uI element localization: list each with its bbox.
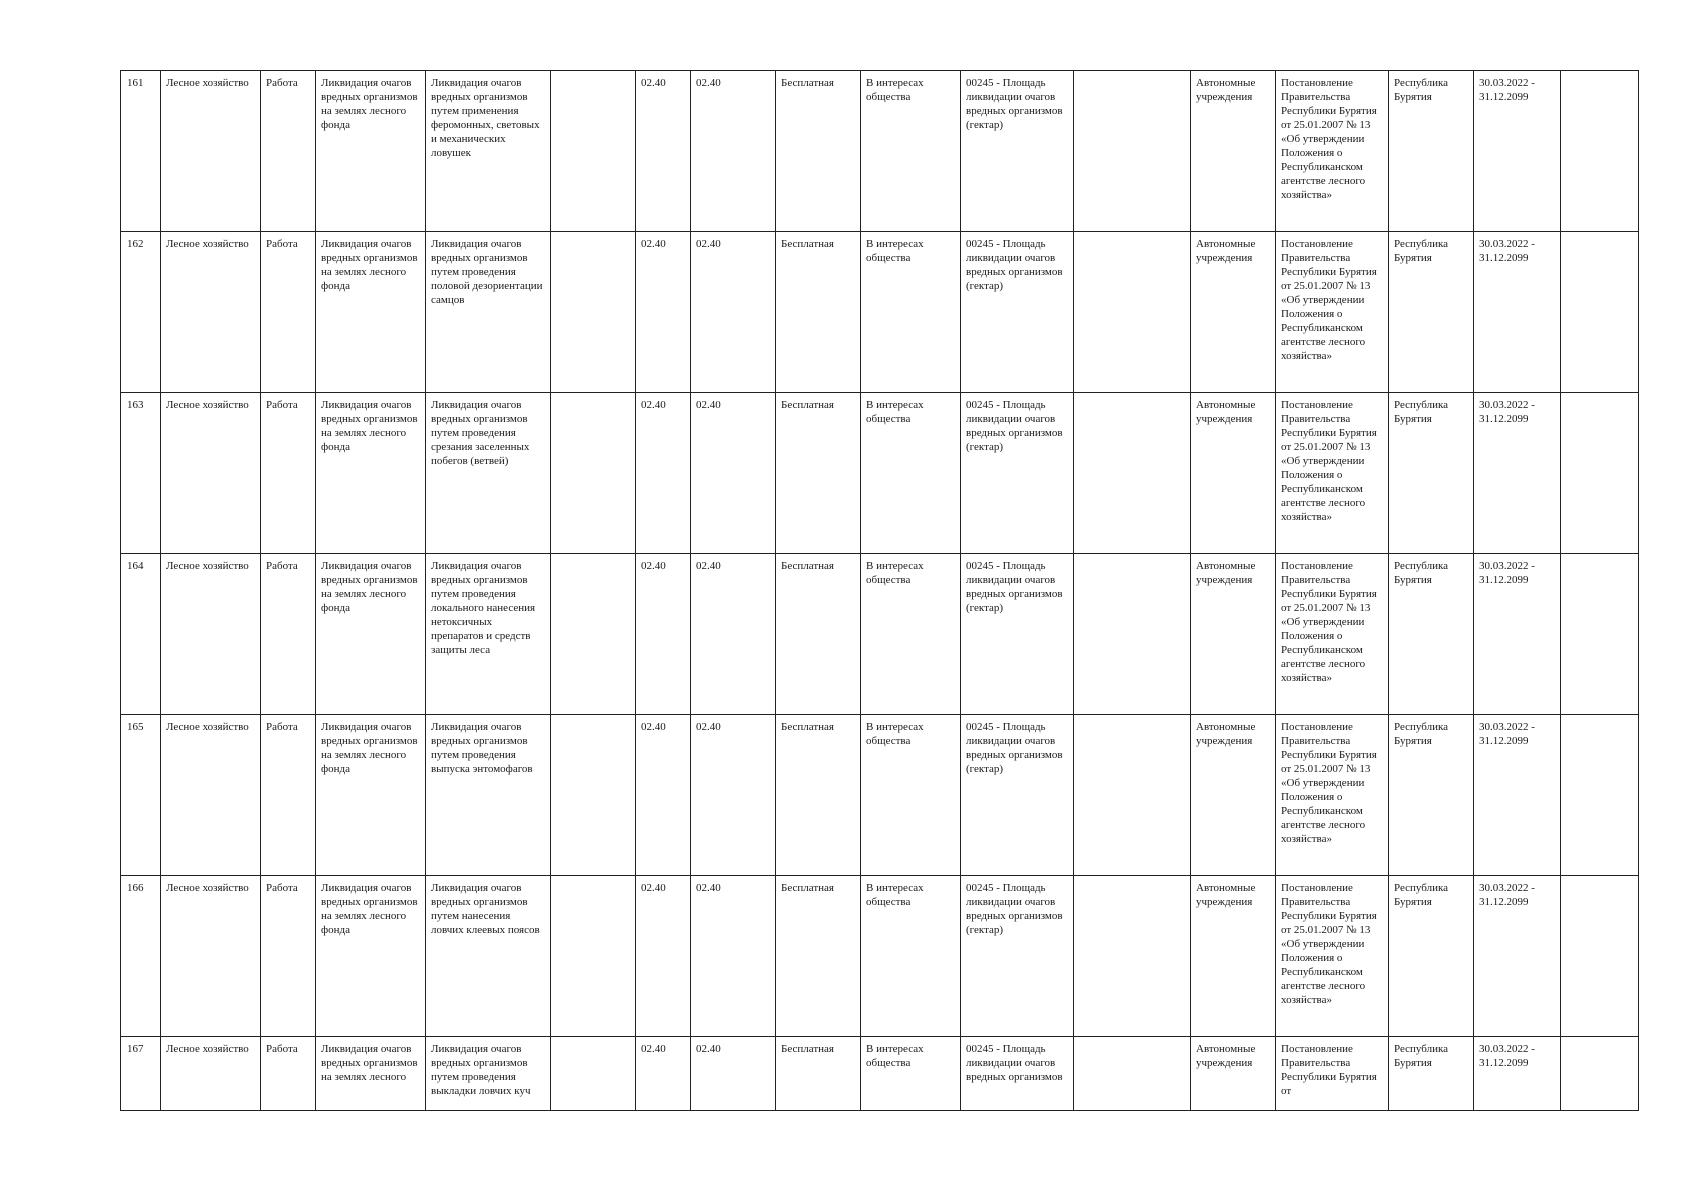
sector-cell: Лесное хозяйство	[161, 393, 261, 554]
empty-cell	[551, 554, 636, 715]
content-cell: Ликвидация очагов вредных организмов путем проведения выкладки ловчих куч	[426, 1037, 551, 1111]
interest-cell: В интересах общества	[861, 876, 961, 1037]
period-cell: 30.03.2022 - 31.12.2099	[1474, 232, 1561, 393]
content-cell: Ликвидация очагов вредных организмов путем проведения половой дезориентации самцов	[426, 232, 551, 393]
table-row	[121, 715, 1639, 876]
payment-cell: Бесплатная	[776, 1037, 861, 1111]
interest-cell: В интересах общества	[861, 393, 961, 554]
name-cell: Ликвидация очагов вредных организмов на землях лесного	[316, 1037, 426, 1111]
table-row	[121, 393, 1639, 554]
sector-cell: Лесное хозяйство	[161, 876, 261, 1037]
content-cell: Ликвидация очагов вредных организмов путем проведения локального нанесения нетоксичных препаратов и средств защиты леса	[426, 554, 551, 715]
content-cell: Ликвидация очагов вредных организмов путем проведения выпуска энтомофагов	[426, 715, 551, 876]
okved-code-cell: 02.40	[691, 232, 776, 393]
okved-code-cell: 02.40	[691, 1037, 776, 1111]
institution-cell: Автономные учреждения	[1191, 1037, 1276, 1111]
legal-basis-cell: Постановление Правительства Республики Бурятия от 25.01.2007 № 13 «Об утверждении Положения о Республиканском агентстве лесного хозяйства»	[1276, 554, 1389, 715]
payment-cell: Бесплатная	[776, 71, 861, 232]
period-cell: 30.03.2022 - 31.12.2099	[1474, 876, 1561, 1037]
row-number-cell: 166	[121, 876, 161, 1037]
payment-cell: Бесплатная	[776, 715, 861, 876]
type-cell: Работа	[261, 393, 316, 554]
okved-code-cell: 02.40	[636, 715, 691, 876]
interest-cell: В интересах общества	[861, 71, 961, 232]
region-cell: Республика Бурятия	[1389, 71, 1474, 232]
table-row	[121, 554, 1639, 715]
institution-cell: Автономные учреждения	[1191, 876, 1276, 1037]
payment-cell: Бесплатная	[776, 232, 861, 393]
region-cell: Республика Бурятия	[1389, 554, 1474, 715]
content-cell: Ликвидация очагов вредных организмов путем проведения срезания заселенных побегов (ветвей)	[426, 393, 551, 554]
region-cell: Республика Бурятия	[1389, 715, 1474, 876]
okved-code-cell: 02.40	[636, 1037, 691, 1111]
empty-cell	[1074, 1037, 1191, 1111]
empty-cell	[1074, 554, 1191, 715]
sector-cell: Лесное хозяйство	[161, 71, 261, 232]
region-cell: Республика Бурятия	[1389, 232, 1474, 393]
empty-cell	[1074, 715, 1191, 876]
empty-cell	[551, 1037, 636, 1111]
period-cell: 30.03.2022 - 31.12.2099	[1474, 715, 1561, 876]
indicator-cell: 00245 - Площадь ликвидации очагов вредных организмов (гектар)	[961, 393, 1074, 554]
row-number-cell: 167	[121, 1037, 161, 1111]
interest-cell: В интересах общества	[861, 1037, 961, 1111]
empty-cell	[1561, 1037, 1639, 1111]
table-row	[121, 1037, 1639, 1111]
okved-code-cell: 02.40	[636, 876, 691, 1037]
type-cell: Работа	[261, 876, 316, 1037]
indicator-cell: 00245 - Площадь ликвидации очагов вредных организмов (гектар)	[961, 232, 1074, 393]
type-cell: Работа	[261, 554, 316, 715]
empty-cell	[1074, 71, 1191, 232]
region-cell: Республика Бурятия	[1389, 876, 1474, 1037]
empty-cell	[1074, 876, 1191, 1037]
institution-cell: Автономные учреждения	[1191, 71, 1276, 232]
sector-cell: Лесное хозяйство	[161, 1037, 261, 1111]
type-cell: Работа	[261, 71, 316, 232]
institution-cell: Автономные учреждения	[1191, 232, 1276, 393]
legal-basis-cell: Постановление Правительства Республики Бурятия от 25.01.2007 № 13 «Об утверждении Положения о Республиканском агентстве лесного хозяйства»	[1276, 393, 1389, 554]
row-number-cell: 165	[121, 715, 161, 876]
legal-basis-cell: Постановление Правительства Республики Бурятия от 25.01.2007 № 13 «Об утверждении Положения о Республиканском агентстве лесного хозяйства»	[1276, 715, 1389, 876]
okved-code-cell: 02.40	[691, 393, 776, 554]
region-cell: Республика Бурятия	[1389, 1037, 1474, 1111]
indicator-cell: 00245 - Площадь ликвидации очагов вредных организмов	[961, 1037, 1074, 1111]
table-row	[121, 71, 1639, 232]
okved-code-cell: 02.40	[636, 71, 691, 232]
period-cell: 30.03.2022 - 31.12.2099	[1474, 1037, 1561, 1111]
empty-cell	[1561, 232, 1639, 393]
okved-code-cell: 02.40	[691, 715, 776, 876]
payment-cell: Бесплатная	[776, 876, 861, 1037]
row-number-cell: 162	[121, 232, 161, 393]
period-cell: 30.03.2022 - 31.12.2099	[1474, 71, 1561, 232]
interest-cell: В интересах общества	[861, 554, 961, 715]
table-row	[121, 232, 1639, 393]
name-cell: Ликвидация очагов вредных организмов на землях лесного фонда	[316, 715, 426, 876]
table-row	[121, 876, 1639, 1037]
region-cell: Республика Бурятия	[1389, 393, 1474, 554]
period-cell: 30.03.2022 - 31.12.2099	[1474, 393, 1561, 554]
empty-cell	[1561, 554, 1639, 715]
empty-cell	[1561, 393, 1639, 554]
legal-basis-cell: Постановление Правительства Республики Бурятия от 25.01.2007 № 13 «Об утверждении Положения о Республиканском агентстве лесного хозяйства»	[1276, 232, 1389, 393]
institution-cell: Автономные учреждения	[1191, 554, 1276, 715]
name-cell: Ликвидация очагов вредных организмов на землях лесного фонда	[316, 232, 426, 393]
okved-code-cell: 02.40	[636, 393, 691, 554]
sector-cell: Лесное хозяйство	[161, 715, 261, 876]
row-number-cell: 163	[121, 393, 161, 554]
row-number-cell: 161	[121, 71, 161, 232]
empty-cell	[1074, 232, 1191, 393]
legal-basis-cell: Постановление Правительства Республики Бурятия от	[1276, 1037, 1389, 1111]
content-cell: Ликвидация очагов вредных организмов путем нанесения ловчих клеевых поясов	[426, 876, 551, 1037]
payment-cell: Бесплатная	[776, 554, 861, 715]
type-cell: Работа	[261, 232, 316, 393]
okved-code-cell: 02.40	[636, 232, 691, 393]
empty-cell	[1561, 876, 1639, 1037]
indicator-cell: 00245 - Площадь ликвидации очагов вредных организмов (гектар)	[961, 554, 1074, 715]
indicator-cell: 00245 - Площадь ликвидации очагов вредных организмов (гектар)	[961, 71, 1074, 232]
empty-cell	[551, 876, 636, 1037]
content-cell: Ликвидация очагов вредных организмов путем применения феромонных, световых и механических ловушек	[426, 71, 551, 232]
row-number-cell: 164	[121, 554, 161, 715]
empty-cell	[551, 715, 636, 876]
sector-cell: Лесное хозяйство	[161, 554, 261, 715]
institution-cell: Автономные учреждения	[1191, 715, 1276, 876]
name-cell: Ликвидация очагов вредных организмов на землях лесного фонда	[316, 71, 426, 232]
empty-cell	[551, 393, 636, 554]
empty-cell	[551, 71, 636, 232]
empty-cell	[551, 232, 636, 393]
institution-cell: Автономные учреждения	[1191, 393, 1276, 554]
type-cell: Работа	[261, 715, 316, 876]
sector-cell: Лесное хозяйство	[161, 232, 261, 393]
name-cell: Ликвидация очагов вредных организмов на землях лесного фонда	[316, 876, 426, 1037]
payment-cell: Бесплатная	[776, 393, 861, 554]
okved-code-cell: 02.40	[691, 876, 776, 1037]
empty-cell	[1561, 71, 1639, 232]
name-cell: Ликвидация очагов вредных организмов на землях лесного фонда	[316, 554, 426, 715]
okved-code-cell: 02.40	[691, 71, 776, 232]
registry-sheet	[120, 70, 1638, 1111]
services-table	[120, 70, 1639, 1111]
legal-basis-cell: Постановление Правительства Республики Бурятия от 25.01.2007 № 13 «Об утверждении Положения о Республиканском агентстве лесного хозяйства»	[1276, 71, 1389, 232]
period-cell: 30.03.2022 - 31.12.2099	[1474, 554, 1561, 715]
indicator-cell: 00245 - Площадь ликвидации очагов вредных организмов (гектар)	[961, 876, 1074, 1037]
empty-cell	[1074, 393, 1191, 554]
okved-code-cell: 02.40	[691, 554, 776, 715]
name-cell: Ликвидация очагов вредных организмов на землях лесного фонда	[316, 393, 426, 554]
interest-cell: В интересах общества	[861, 232, 961, 393]
indicator-cell: 00245 - Площадь ликвидации очагов вредных организмов (гектар)	[961, 715, 1074, 876]
type-cell: Работа	[261, 1037, 316, 1111]
legal-basis-cell: Постановление Правительства Республики Бурятия от 25.01.2007 № 13 «Об утверждении Положения о Республиканском агентстве лесного хозяйства»	[1276, 876, 1389, 1037]
table-body	[121, 71, 1639, 1111]
okved-code-cell: 02.40	[636, 554, 691, 715]
interest-cell: В интересах общества	[861, 715, 961, 876]
empty-cell	[1561, 715, 1639, 876]
